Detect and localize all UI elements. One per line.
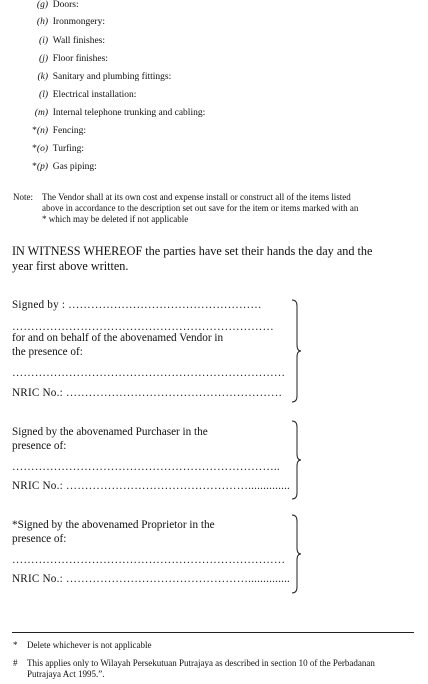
footnote-text: This applies only to Wilayah Persekutuan Putrajaya as described in section 10 of the Perbadanan	[27, 658, 375, 668]
footnote-text: Delete whichever is not applicable	[27, 640, 152, 650]
dotted-line: ………………………………………………………………	[12, 554, 286, 566]
note-line: The Vendor shall at its own cost and expense install or construct all of the items listed	[42, 192, 351, 202]
brace-icon	[290, 514, 304, 594]
behalf-line-2: the presence of:	[12, 346, 83, 358]
brace-icon	[290, 299, 304, 403]
note-line: above in accordance to the description set out save for the item or items marked with an	[42, 203, 359, 213]
purchaser-line-1: Signed by the abovenamed Purchaser in the	[12, 426, 208, 438]
nric-line: NRIC No.: …………………………………………..............	[12, 480, 291, 492]
dotted-line: ……………………………………………………………..	[12, 461, 280, 473]
signed-by-line: Signed by : ……………………………………………	[12, 299, 262, 311]
footnote-text: Putrajaya Act 1995.”.	[27, 669, 105, 679]
list-item: (k) Sanitary and plumbing fittings:	[37, 72, 172, 82]
footnote-mark: *	[13, 640, 18, 650]
list-item: *(n) Fencing:	[32, 126, 86, 136]
proprietor-line-2: presence of:	[12, 533, 67, 545]
list-item: *(p) Gas piping:	[32, 162, 97, 172]
list-item: *(o) Turfing:	[32, 144, 85, 154]
proprietor-line-1: *Signed by the abovenamed Proprietor in the	[12, 519, 215, 531]
note-line: * which may be deleted if not applicable	[42, 214, 189, 224]
footnote-mark: #	[13, 658, 18, 668]
purchaser-line-2: presence of:	[12, 440, 67, 452]
dotted-line: ………………………………………………………………	[12, 367, 286, 379]
witness-line-2: year first above written.	[12, 259, 129, 273]
dotted-line: ……………………………………………………………	[12, 321, 274, 333]
list-item: (i) Wall finishes:	[39, 36, 106, 46]
list-item: (m) Internal telephone trunking and cabling:	[34, 108, 206, 118]
list-item: (g) Doors:	[36, 0, 79, 10]
brace-icon	[290, 420, 304, 500]
behalf-line-1: for and on behalf of the abovenamed Vendor in	[12, 332, 224, 344]
witness-line-1: IN WITNESS WHEREOF the parties have set their hands the day and the	[12, 244, 373, 258]
nric-line: NRIC No.: …………………………………………..............	[12, 573, 291, 585]
footnote-divider	[12, 632, 414, 633]
note-label: Note:	[13, 192, 33, 202]
nric-line: NRIC No.: …………………………………………………	[12, 387, 283, 399]
list-item: (l) Electrical installation:	[39, 90, 137, 100]
list-item: (h) Ironmongery:	[36, 17, 105, 27]
list-item: (j) Floor finishes:	[39, 54, 108, 64]
